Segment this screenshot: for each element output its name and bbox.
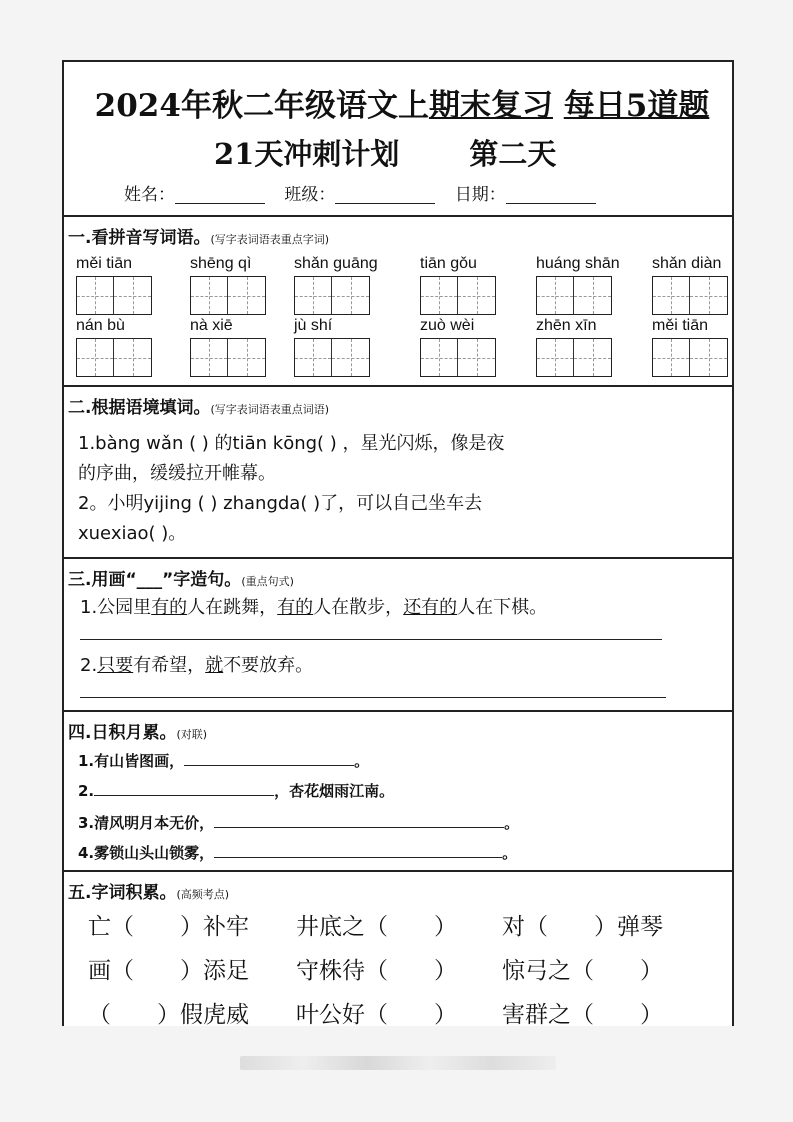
pinyin-item bbox=[652, 255, 762, 315]
writing-cell[interactable] bbox=[537, 339, 574, 376]
writing-cell[interactable] bbox=[77, 339, 114, 376]
pinyin-label: nà xiē bbox=[190, 317, 233, 334]
writing-cell[interactable] bbox=[421, 339, 458, 376]
idiom-blank[interactable]: （ ）假虎威 bbox=[88, 1002, 249, 1028]
pinyin-label: zuò wèi bbox=[420, 317, 475, 334]
worksheet-header bbox=[64, 62, 732, 217]
idiom-blank[interactable]: 惊弓之（ ） bbox=[502, 958, 663, 984]
writing-grid[interactable] bbox=[294, 276, 370, 315]
idiom-blank[interactable]: 害群之（ ） bbox=[502, 1002, 663, 1028]
subtitle-text: 21天冲刺计划 bbox=[214, 137, 400, 171]
section-note: (高频考点) bbox=[176, 888, 230, 901]
underlined-word: 就 bbox=[205, 655, 224, 676]
day-label: 第二天 bbox=[469, 137, 557, 171]
blurred-footer bbox=[240, 1056, 556, 1070]
underlined-word: 有的 bbox=[151, 597, 188, 618]
writing-cell[interactable] bbox=[421, 277, 458, 314]
underlined-word: 有的 bbox=[277, 597, 314, 618]
writing-grid[interactable] bbox=[420, 338, 496, 377]
writing-grid[interactable] bbox=[652, 338, 728, 377]
couplet-2 bbox=[78, 780, 394, 801]
idiom-blank[interactable]: 守株待（ ） bbox=[296, 958, 457, 984]
couplet-text: 2. bbox=[78, 782, 95, 800]
section-title-text: 五.字词积累。 bbox=[68, 883, 177, 903]
pinyin-item bbox=[76, 317, 186, 377]
writing-cell[interactable] bbox=[114, 339, 151, 376]
writing-cell[interactable] bbox=[653, 339, 690, 376]
writing-grid[interactable] bbox=[652, 276, 728, 315]
pinyin-item bbox=[294, 255, 404, 315]
couplet-4 bbox=[78, 842, 517, 863]
writing-cell[interactable] bbox=[191, 339, 228, 376]
couplet-text: 。 bbox=[354, 752, 370, 770]
pinyin-label: shǎn guāng bbox=[294, 255, 378, 272]
name-label: 姓名： bbox=[124, 185, 175, 205]
class-field[interactable] bbox=[335, 185, 435, 204]
pinyin-item bbox=[294, 317, 404, 377]
title-spacer bbox=[553, 88, 564, 124]
writing-cell[interactable] bbox=[653, 277, 690, 314]
class-label: 班级： bbox=[284, 185, 336, 205]
idiom-blank[interactable]: 井底之（ ） bbox=[296, 914, 457, 940]
pinyin-label: tiān gǒu bbox=[420, 255, 477, 272]
writing-cell[interactable] bbox=[332, 339, 369, 376]
writing-cell[interactable] bbox=[228, 277, 265, 314]
writing-cell[interactable] bbox=[458, 339, 495, 376]
writing-grid[interactable] bbox=[76, 276, 152, 315]
section-title bbox=[68, 393, 329, 418]
writing-cell[interactable] bbox=[295, 339, 332, 376]
sentence-text: 2. bbox=[80, 655, 98, 676]
question-line: 的序曲，缓缓拉开帷幕。 bbox=[78, 463, 276, 484]
section-title bbox=[68, 718, 207, 743]
section-sentence-making bbox=[64, 559, 732, 712]
writing-cell[interactable] bbox=[690, 277, 727, 314]
pinyin-item bbox=[536, 317, 646, 377]
example-sentence-1 bbox=[80, 593, 547, 619]
section-note: (写字表词语表重点字词) bbox=[210, 233, 330, 246]
section-title-text: 一.看拼音写词语。 bbox=[68, 228, 211, 248]
answer-line[interactable] bbox=[80, 639, 662, 640]
writing-cell[interactable] bbox=[228, 339, 265, 376]
page-title bbox=[72, 80, 732, 125]
answer-line[interactable] bbox=[80, 697, 666, 698]
writing-cell[interactable] bbox=[332, 277, 369, 314]
idiom-blank[interactable]: 叶公好（ ） bbox=[296, 1002, 457, 1028]
idiom-blank[interactable]: 对（ ）弹琴 bbox=[502, 914, 663, 940]
student-info-row bbox=[124, 180, 610, 205]
pinyin-item bbox=[190, 255, 300, 315]
writing-cell[interactable] bbox=[191, 277, 228, 314]
pinyin-item bbox=[652, 317, 762, 377]
writing-grid[interactable] bbox=[294, 338, 370, 377]
sentence-text: 人在跳舞， bbox=[187, 597, 278, 618]
writing-cell[interactable] bbox=[77, 277, 114, 314]
answer-blank[interactable] bbox=[94, 781, 274, 796]
pinyin-label: shǎn diàn bbox=[652, 255, 722, 272]
writing-grid[interactable] bbox=[536, 338, 612, 377]
writing-cell[interactable] bbox=[295, 277, 332, 314]
answer-blank[interactable] bbox=[214, 813, 504, 828]
pinyin-label: měi tiān bbox=[652, 317, 709, 334]
couplet-text: 。 bbox=[504, 814, 520, 832]
section-context-fill bbox=[64, 387, 732, 559]
pinyin-label: zhēn xīn bbox=[536, 317, 597, 334]
title-text: 2024年秋二年级语文上 bbox=[94, 88, 429, 124]
pinyin-label: měi tiān bbox=[76, 255, 133, 272]
writing-cell[interactable] bbox=[458, 277, 495, 314]
sentence-text: 1.公园里 bbox=[80, 597, 152, 618]
section-note: (重点句式) bbox=[241, 575, 294, 588]
couplet-3 bbox=[78, 812, 519, 833]
writing-cell[interactable] bbox=[114, 277, 151, 314]
section-title-text: 四.日积月累。 bbox=[68, 723, 177, 743]
answer-blank[interactable] bbox=[214, 843, 502, 858]
section-title bbox=[68, 565, 294, 590]
section-title bbox=[68, 878, 229, 903]
couplet-text: 1.有山皆图画， bbox=[78, 752, 185, 770]
writing-grid[interactable] bbox=[420, 276, 496, 315]
idiom-blank[interactable]: 画（ ）添足 bbox=[88, 958, 249, 984]
section-note: (对联) bbox=[176, 728, 208, 741]
underlined-word: 只要 bbox=[97, 655, 134, 676]
answer-blank[interactable] bbox=[184, 751, 354, 766]
writing-grid[interactable] bbox=[190, 276, 266, 315]
pinyin-label: shēng qì bbox=[190, 255, 252, 272]
pinyin-label: jù shí bbox=[294, 317, 333, 334]
section-idioms bbox=[64, 872, 732, 1032]
title-underlined-text-2: 每日5道题 bbox=[563, 88, 710, 124]
pinyin-item bbox=[420, 255, 530, 315]
sentence-text: 人在下棋。 bbox=[457, 597, 548, 618]
section-pinyin-writing bbox=[64, 217, 732, 387]
sentence-text: 有希望， bbox=[133, 655, 206, 676]
couplet-text: ，杏花烟雨江南。 bbox=[274, 782, 395, 800]
worksheet bbox=[62, 60, 734, 1026]
writing-cell[interactable] bbox=[690, 339, 727, 376]
sentence-text: 人在散步， bbox=[313, 597, 404, 618]
pinyin-item bbox=[76, 255, 186, 315]
section-note: (写字表词语表重点词语) bbox=[210, 403, 330, 416]
section-title-text: 三.用画“___”字造句。 bbox=[68, 570, 242, 590]
page-subtitle bbox=[214, 132, 556, 173]
writing-grid[interactable] bbox=[190, 338, 266, 377]
question-line: xuexiao( )。 bbox=[78, 523, 187, 544]
underlined-word: 还有的 bbox=[403, 597, 458, 618]
sentence-text: 不要放弃。 bbox=[223, 655, 314, 676]
pinyin-label: nán bù bbox=[76, 317, 125, 334]
question-line: 2。小明yijing ( ) zhangda( )了，可以自己坐车去 bbox=[78, 493, 483, 514]
writing-cell[interactable] bbox=[574, 339, 611, 376]
pinyin-item bbox=[536, 255, 646, 315]
pinyin-item bbox=[190, 317, 300, 377]
section-title bbox=[68, 223, 329, 248]
idiom-blank[interactable]: 亡（ ）补牢 bbox=[88, 914, 249, 940]
date-label: 日期： bbox=[454, 185, 506, 205]
couplet-text: 。 bbox=[502, 844, 518, 862]
pinyin-item bbox=[420, 317, 530, 377]
date-field[interactable] bbox=[506, 185, 596, 204]
writing-grid[interactable] bbox=[536, 276, 612, 315]
name-field[interactable] bbox=[175, 185, 265, 204]
question-line: 1.bàng wǎn ( ) 的tiān kōng( ) ，星光闪烁，像是夜 bbox=[78, 433, 505, 454]
pinyin-label: huáng shān bbox=[536, 255, 620, 272]
couplet-text: 3.清风明月本无价， bbox=[78, 814, 215, 832]
couplet-1 bbox=[78, 750, 369, 771]
writing-cell[interactable] bbox=[537, 277, 574, 314]
writing-grid[interactable] bbox=[76, 338, 152, 377]
couplet-text: 4.雾锁山头山锁雾， bbox=[78, 844, 215, 862]
example-sentence-2 bbox=[80, 651, 313, 677]
title-underlined-text: 期末复习 bbox=[428, 88, 553, 124]
section-couplets bbox=[64, 712, 732, 872]
writing-cell[interactable] bbox=[574, 277, 611, 314]
section-title-text: 二.根据语境填词。 bbox=[68, 398, 211, 418]
